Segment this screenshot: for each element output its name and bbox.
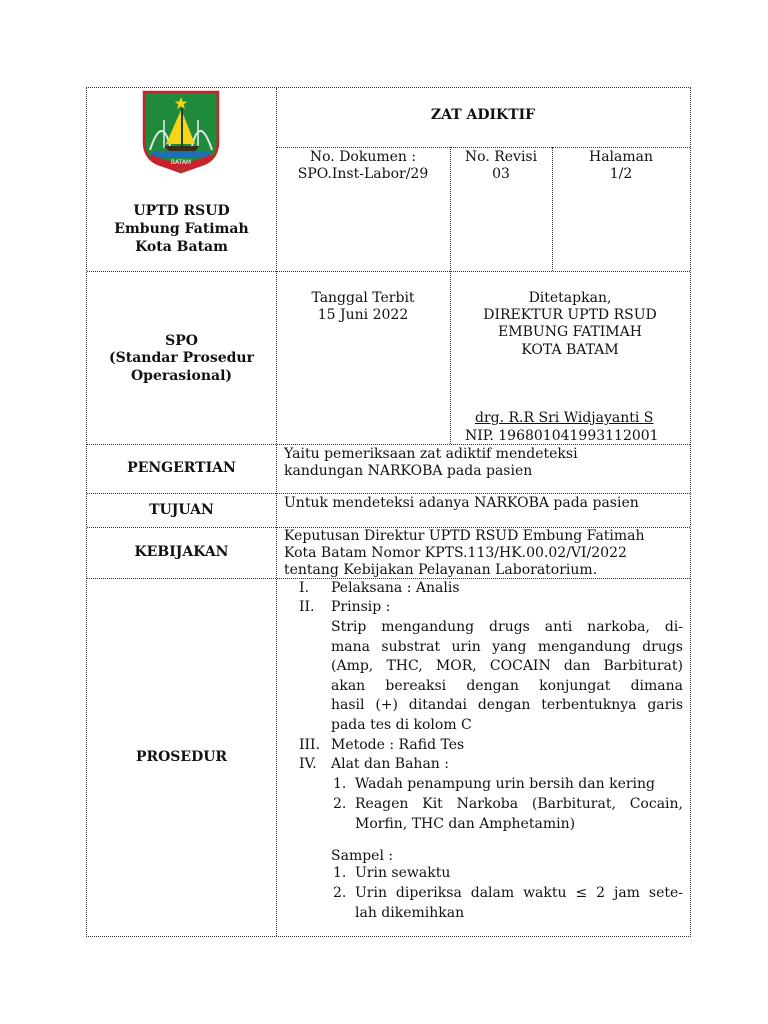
document-title: ZAT ADIKTIF	[430, 107, 536, 123]
list-number: 2.	[333, 796, 347, 812]
pengertian-label: PENGERTIAN	[127, 460, 236, 476]
prosedur-item: Pelaksana : Analis	[331, 580, 460, 596]
sampel-item: Urin diperiksa dalam waktu ≤ 2 jam sete-	[355, 885, 683, 901]
prosedur-item: Metode : Rafid Tes	[331, 737, 465, 753]
tanggal-terbit-value: 15 Juni 2022	[317, 307, 409, 323]
prosedur-label: PROSEDUR	[135, 749, 228, 765]
prinsip-line: pada tes di kolom C	[331, 717, 472, 733]
org-name-line: UPTD RSUD	[133, 203, 230, 219]
divider	[87, 493, 690, 494]
kebijakan-label: KEBIJAKAN	[134, 544, 229, 560]
no-dokumen-value: SPO.Inst-Labor/29	[297, 166, 429, 182]
alat-item: Wadah penampung urin bersih dan kering	[355, 776, 656, 792]
no-dokumen-label: No. Dokumen :	[309, 149, 417, 165]
spo-document	[86, 87, 691, 937]
no-revisi-label: No. Revisi	[464, 149, 538, 165]
kebijakan-line: Kota Batam Nomor KPTS.113/HK.00.02/VI/2022	[284, 545, 627, 561]
ditetapkan-line: EMBUNG FATIMAH	[498, 324, 642, 340]
prosedur-item: Alat dan Bahan :	[331, 756, 449, 772]
signer-name: drg. R.R Sri Widjayanti S	[475, 410, 654, 426]
tujuan-label: TUJUAN	[149, 502, 214, 518]
prinsip-line: akan bereaksi dengan konjungat dimana	[331, 678, 683, 694]
spo-label: (Standar Prosedur	[109, 350, 254, 366]
ditetapkan-line: Ditetapkan,	[528, 290, 612, 306]
list-number: 1.	[333, 865, 347, 881]
alat-item: Morfin, THC dan Amphetamin)	[355, 816, 576, 832]
no-revisi-value: 03	[492, 166, 510, 182]
svg-text:BATAM: BATAM	[170, 159, 192, 166]
roman-numeral: IV.	[299, 756, 317, 772]
org-name-line: Embung Fatimah	[114, 221, 249, 237]
sampel-item: lah dikemihkan	[355, 905, 465, 921]
roman-numeral: I.	[299, 580, 309, 596]
ditetapkan-line: DIREKTUR UPTD RSUD	[483, 307, 657, 323]
prosedur-item: Prinsip :	[331, 599, 391, 615]
pengertian-line: Yaitu pemeriksaan zat adiktif mendeteksi	[284, 446, 578, 462]
sampel-label: Sampel :	[331, 848, 394, 864]
halaman-label: Halaman	[588, 149, 654, 165]
roman-numeral: III.	[299, 737, 321, 753]
ditetapkan-line: KOTA BATAM	[521, 342, 619, 358]
prinsip-line: hasil (+) ditandai dengan terbentuknya garis	[331, 697, 683, 713]
spo-label: Operasional)	[130, 368, 233, 384]
kebijakan-line: Keputusan Direktur UPTD RSUD Embung Fatimah	[284, 528, 645, 544]
divider	[276, 88, 277, 936]
tanggal-terbit-label: Tanggal Terbit	[311, 290, 415, 306]
prinsip-line: Strip mengandung drugs anti narkoba, di-	[331, 619, 683, 635]
prinsip-line: (Amp, THC, MOR, COCAIN dan Barbiturat)	[331, 658, 683, 674]
org-name-line: Kota Batam	[135, 239, 228, 255]
prinsip-line: mana substrat urin yang mengandung drugs	[331, 639, 683, 655]
divider	[276, 147, 690, 148]
kebijakan-line: tentang Kebijakan Pelayanan Laboratorium.	[284, 562, 598, 578]
hospital-logo	[142, 90, 220, 174]
list-number: 2.	[333, 885, 347, 901]
pengertian-line: kandungan NARKOBA pada pasien	[284, 463, 533, 479]
spo-label: SPO	[165, 333, 198, 349]
tujuan-text: Untuk mendeteksi adanya NARKOBA pada pasien	[284, 495, 639, 511]
alat-item: Reagen Kit Narkoba (Barbiturat, Cocain,	[355, 796, 683, 812]
halaman-value: 1/2	[609, 166, 633, 182]
roman-numeral: II.	[299, 599, 315, 615]
signer-nip: NIP. 196801041993112001	[465, 428, 659, 444]
divider	[87, 271, 690, 272]
sampel-item: Urin sewaktu	[355, 865, 451, 881]
list-number: 1.	[333, 776, 347, 792]
